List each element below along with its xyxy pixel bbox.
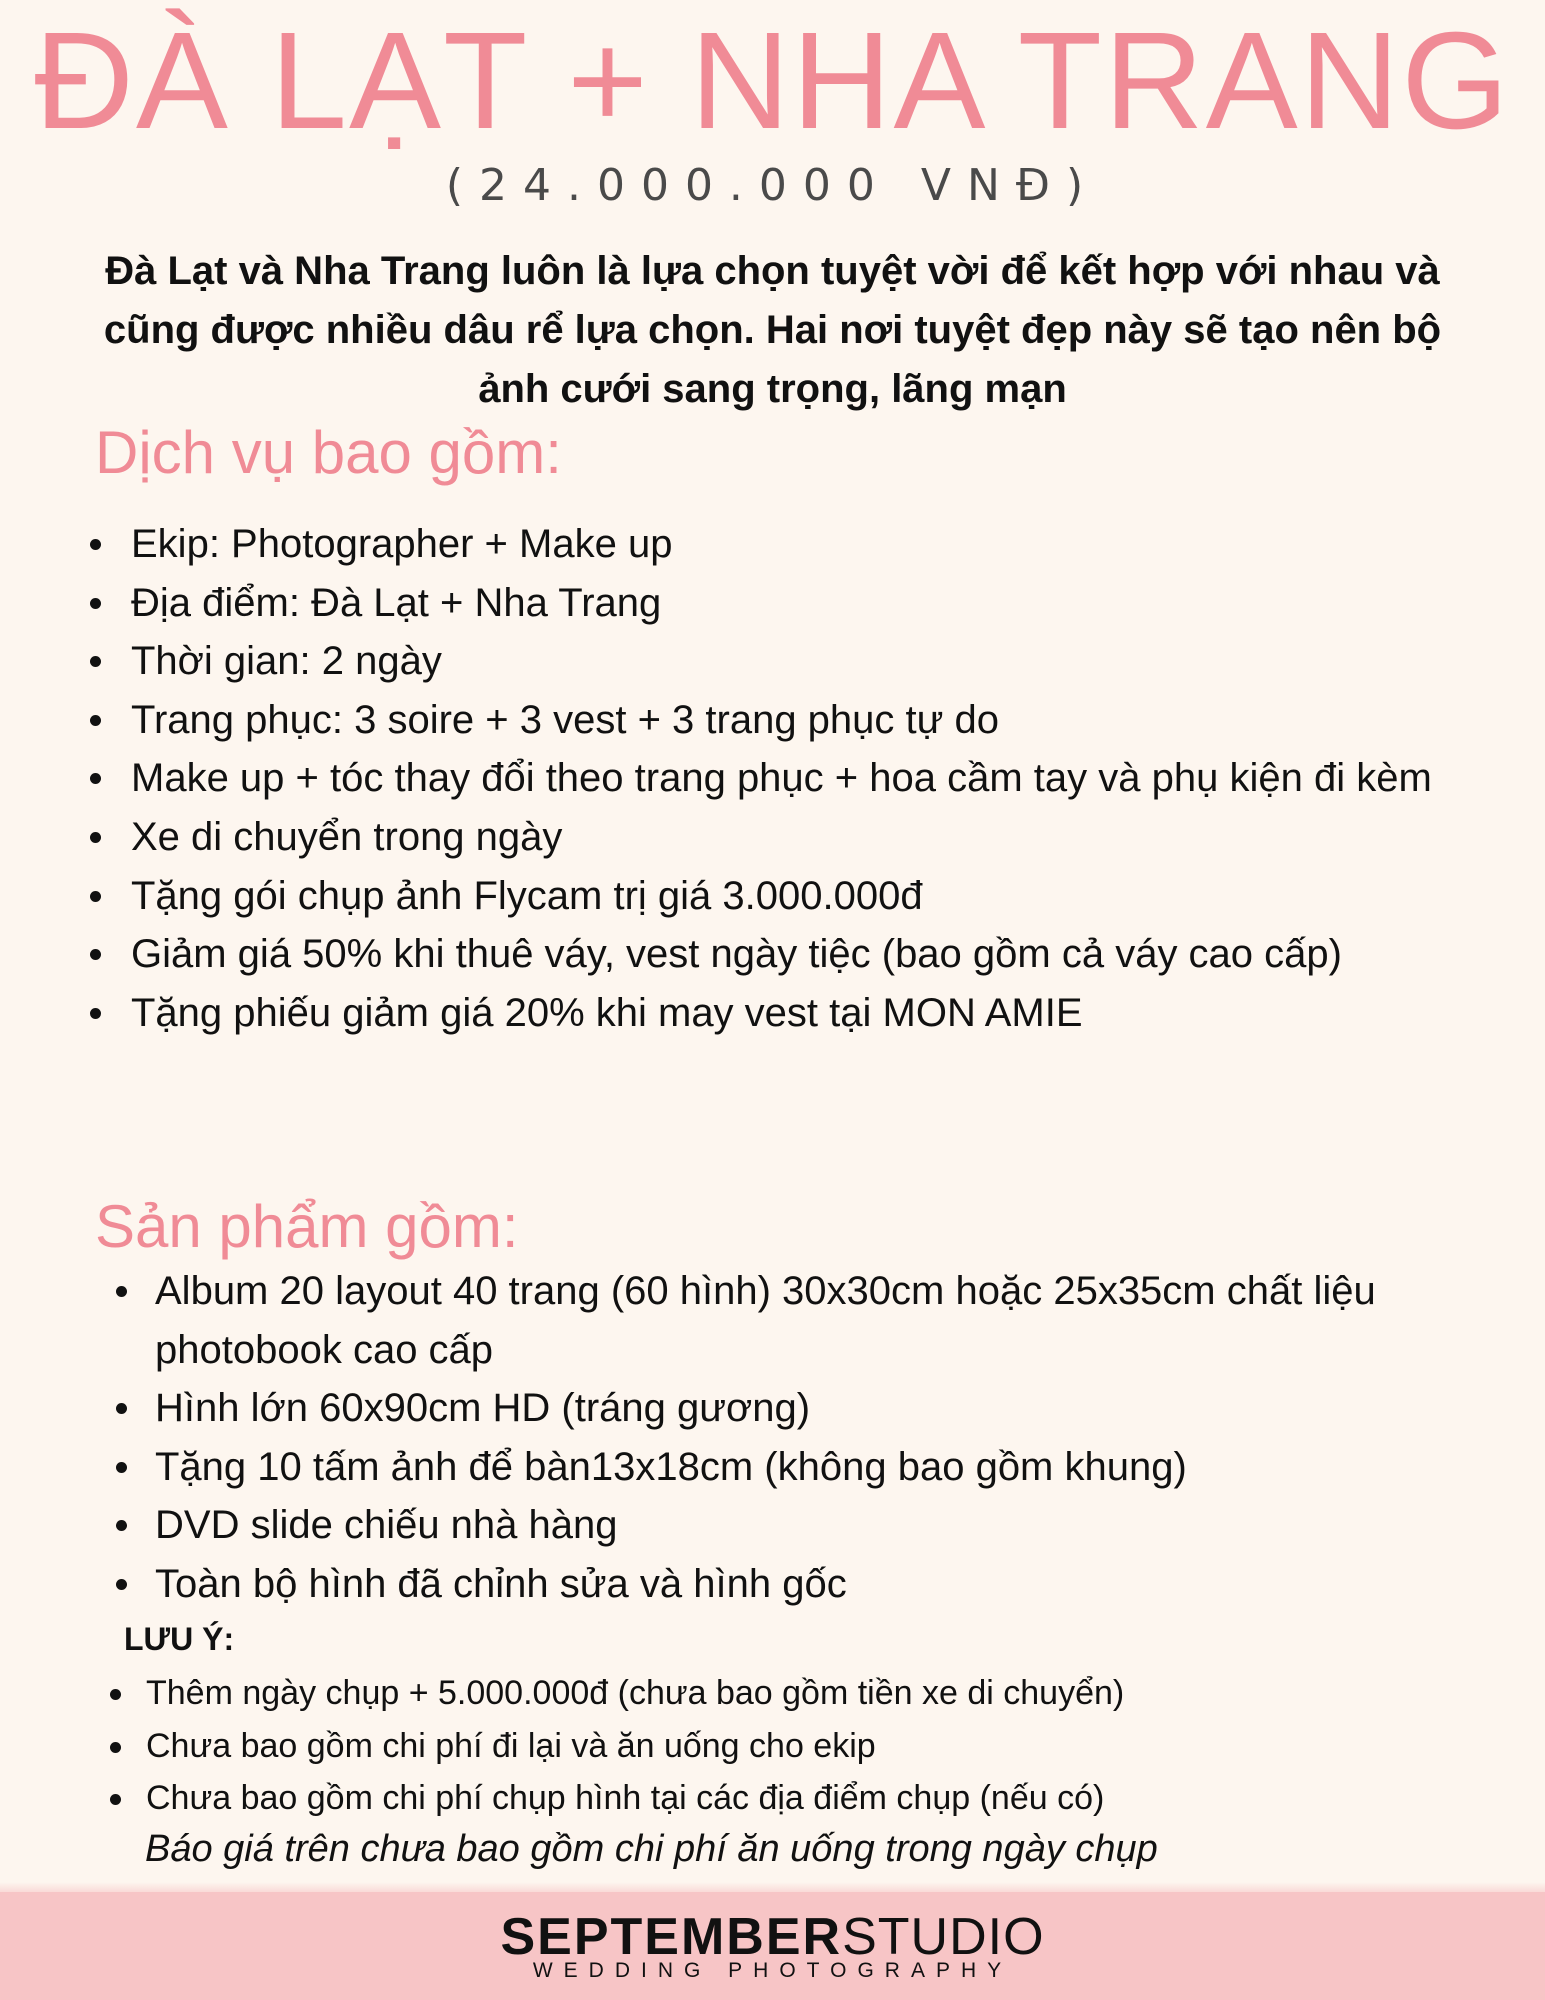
note-item-text: Chưa bao gồm chi phí đi lại và ăn uống cho ekip	[146, 1726, 876, 1765]
service-item-text: Trang phục: 3 soire + 3 vest + 3 trang phục tự do	[131, 697, 1000, 742]
service-item	[88, 867, 1488, 926]
product-item	[112, 1555, 1512, 1614]
note-item-text: Chưa bao gồm chi phí chụp hình tại các địa điểm chụp (nếu có)	[146, 1779, 1105, 1817]
note-item	[108, 1667, 1488, 1720]
bullet-icon	[110, 1689, 121, 1700]
service-item-text: Thời gian: 2 ngày	[131, 639, 442, 684]
service-item-text: Tặng phiếu giảm giá 20% khi may vest tại MON AMIE	[131, 990, 1083, 1035]
service-item	[88, 808, 1488, 867]
product-item	[112, 1496, 1512, 1555]
products-list	[112, 1262, 1512, 1614]
service-item	[88, 632, 1488, 691]
service-item-text: Giảm giá 50% khi thuê váy, vest ngày tiệc (bao gồm cả váy cao cấp)	[131, 932, 1342, 977]
note-item	[108, 1720, 1488, 1773]
bullet-icon	[116, 1520, 127, 1531]
service-item-text: Make up + tóc thay đổi theo trang phục + hoa cầm tay và phụ kiện đi kèm	[131, 756, 1432, 801]
brush-edge	[0, 1882, 1545, 1896]
note-item-text: Thêm ngày chụp + 5.000.000đ (chưa bao gồm tiền xe di chuyển)	[146, 1674, 1125, 1712]
page-title: ĐÀ LẠT + NHA TRANG	[34, 4, 1511, 158]
logo-tagline: WEDDING PHOTOGRAPHY	[532, 1959, 1013, 1982]
service-item-text: Tặng gói chụp ảnh Flycam trị giá 3.000.000đ	[131, 873, 923, 918]
notes-heading: LƯU Ý:	[124, 1621, 235, 1657]
bullet-icon	[90, 832, 101, 843]
note-item	[108, 1772, 1488, 1825]
bullet-icon	[90, 715, 101, 726]
logo-light-text: STUDIO	[842, 1908, 1045, 1966]
bullet-icon	[90, 891, 101, 902]
package-price: (24.000.000 VNĐ)	[445, 160, 1100, 211]
bullet-icon	[90, 773, 101, 784]
bullet-icon	[90, 598, 101, 609]
bullet-icon	[116, 1579, 127, 1590]
product-item-text: Album 20 layout 40 trang (60 hình) 30x30cm hoặc 25x35cm chất liệu photobook cao cấp	[155, 1269, 1376, 1372]
service-item-text: Xe di chuyển trong ngày	[131, 814, 563, 859]
bullet-icon	[90, 949, 101, 960]
product-item-text: Toàn bộ hình đã chỉnh sửa và hình gốc	[155, 1561, 847, 1606]
product-item	[112, 1379, 1512, 1438]
products-heading: Sản phẩm gồm:	[95, 1193, 519, 1260]
services-list	[88, 515, 1488, 1042]
service-item	[88, 984, 1488, 1043]
services-heading: Dịch vụ bao gồm:	[95, 419, 562, 486]
service-item-text: Địa điểm: Đà Lạt + Nha Trang	[131, 580, 662, 625]
bullet-icon	[90, 539, 101, 550]
notes-list	[108, 1667, 1488, 1825]
studio-logo	[0, 1910, 1545, 1964]
product-item-text: Hình lớn 60x90cm HD (tráng gương)	[155, 1386, 811, 1431]
intro-paragraph: Đà Lạt và Nha Trang luôn là lựa chọn tuyệt vời để kết hợp với nhau và cũng được nhiều dâu rể lựa chọn. Hai nơi tuyệt đẹp này sẽ tạo nên bộ ảnh cưới sang trọng, lãng mạn	[103, 249, 1442, 411]
service-item	[88, 574, 1488, 633]
bullet-icon	[116, 1462, 127, 1473]
pricing-disclaimer: Báo giá trên chưa bao gồm chi phí ăn uống trong ngày chụp	[145, 1828, 1158, 1870]
product-item	[112, 1262, 1512, 1379]
bullet-icon	[116, 1286, 127, 1297]
service-item	[88, 749, 1488, 808]
product-item-text: DVD slide chiếu nhà hàng	[155, 1503, 618, 1548]
bullet-icon	[110, 1794, 121, 1805]
bullet-icon	[90, 656, 101, 667]
bullet-icon	[90, 1008, 101, 1019]
bullet-icon	[110, 1742, 121, 1753]
logo-bold-text: SEPTEMBER	[500, 1908, 843, 1966]
service-item	[88, 691, 1488, 750]
service-item	[88, 925, 1488, 984]
service-item	[88, 515, 1488, 574]
product-item	[112, 1438, 1512, 1497]
product-item-text: Tặng 10 tấm ảnh để bàn13x18cm (không bao gồm khung)	[155, 1444, 1187, 1489]
service-item-text: Ekip: Photographer + Make up	[131, 522, 673, 566]
bullet-icon	[116, 1403, 127, 1414]
